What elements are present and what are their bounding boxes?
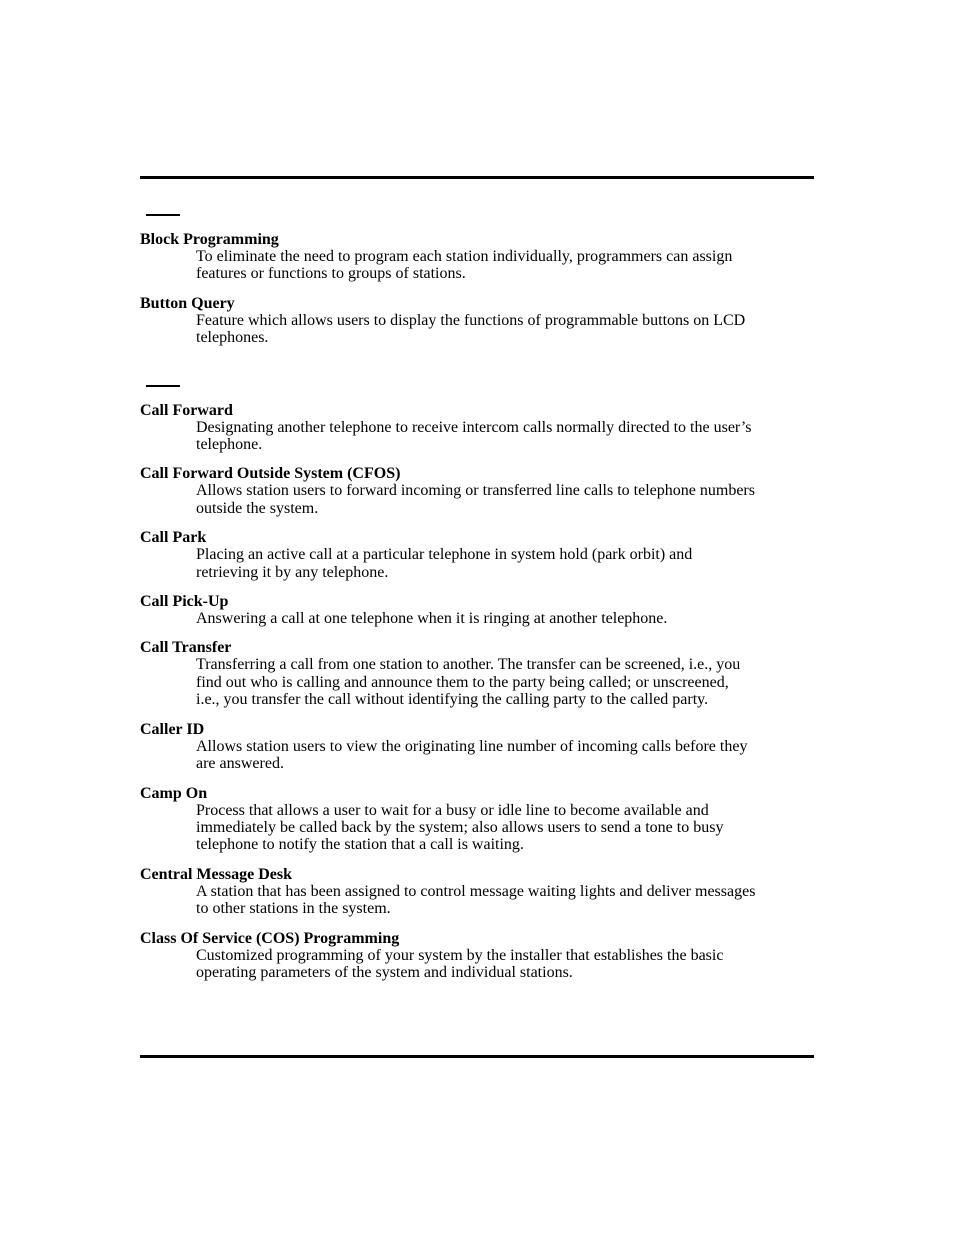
glossary-content bbox=[140, 214, 780, 993]
glossary-entry bbox=[140, 231, 780, 283]
section-letter-marker bbox=[146, 385, 180, 387]
glossary-definition: Answering a call at one telephone when it is ringing at another telephone. bbox=[196, 610, 668, 628]
glossary-definition: Process that allows a user to wait for a busy or idle line to become available and immediately be called back by the system; also allows users to send a tone to busy telephone to notify the station that a call is waiting. bbox=[196, 801, 724, 854]
glossary-definition: Customized programming of your system by the installer that establishes the basic operating parameters of the system and individual stations. bbox=[196, 946, 724, 981]
section-letter-marker bbox=[146, 214, 180, 216]
glossary-entry bbox=[140, 529, 780, 581]
glossary-definition: Allows station users to view the originating line number of incoming calls before they are answered. bbox=[196, 737, 748, 773]
glossary-term: Class Of Service (COS) Programming bbox=[140, 929, 400, 947]
glossary-term: Camp On bbox=[140, 784, 208, 802]
glossary-term: Call Transfer bbox=[140, 639, 232, 657]
glossary-definition: Placing an active call at a particular telephone in system hold (park orbit) and retrieving it by any telephone. bbox=[196, 546, 693, 581]
glossary-entry bbox=[140, 866, 780, 918]
glossary-definition: A station that has been assigned to control message waiting lights and deliver messages to other stations in the system. bbox=[196, 882, 756, 918]
glossary-term: Central Message Desk bbox=[140, 865, 292, 883]
glossary-entry bbox=[140, 593, 780, 627]
glossary-entry bbox=[140, 402, 780, 454]
glossary-section bbox=[140, 214, 780, 347]
glossary-entry bbox=[140, 930, 780, 982]
glossary-entry bbox=[140, 721, 780, 773]
glossary-definition: Designating another telephone to receive intercom calls normally directed to the user’s telephone. bbox=[196, 418, 752, 454]
glossary-term: Call Pick-Up bbox=[140, 593, 229, 611]
glossary-entry bbox=[140, 639, 780, 708]
glossary-term: Call Forward Outside System (CFOS) bbox=[140, 465, 401, 483]
glossary-entry bbox=[140, 785, 780, 854]
glossary-definition: Allows station users to forward incoming or transferred line calls to telephone numbers outside the system. bbox=[196, 482, 755, 517]
glossary-section bbox=[140, 385, 780, 982]
top-rule bbox=[140, 176, 814, 179]
glossary-term: Button Query bbox=[140, 294, 235, 312]
glossary-term: Call Park bbox=[140, 529, 207, 547]
glossary-definition: Transferring a call from one station to another. The transfer can be screened, i.e., you find out who is calling and announce them to the party being called; or unscreened, i.e., you transfer the call without identifying the calling party to the called party. bbox=[196, 656, 741, 709]
glossary-term: Block Programming bbox=[140, 231, 279, 248]
glossary-term: Caller ID bbox=[140, 720, 205, 738]
glossary-term: Call Forward bbox=[140, 401, 233, 419]
glossary-definition: To eliminate the need to program each station individually, programmers can assign features or functions to groups of stations. bbox=[196, 248, 733, 283]
glossary-definition: Feature which allows users to display the functions of programmable buttons on LCD telephones. bbox=[196, 311, 746, 347]
glossary-entry bbox=[140, 295, 780, 347]
glossary-entry bbox=[140, 465, 780, 517]
bottom-rule bbox=[140, 1055, 814, 1058]
